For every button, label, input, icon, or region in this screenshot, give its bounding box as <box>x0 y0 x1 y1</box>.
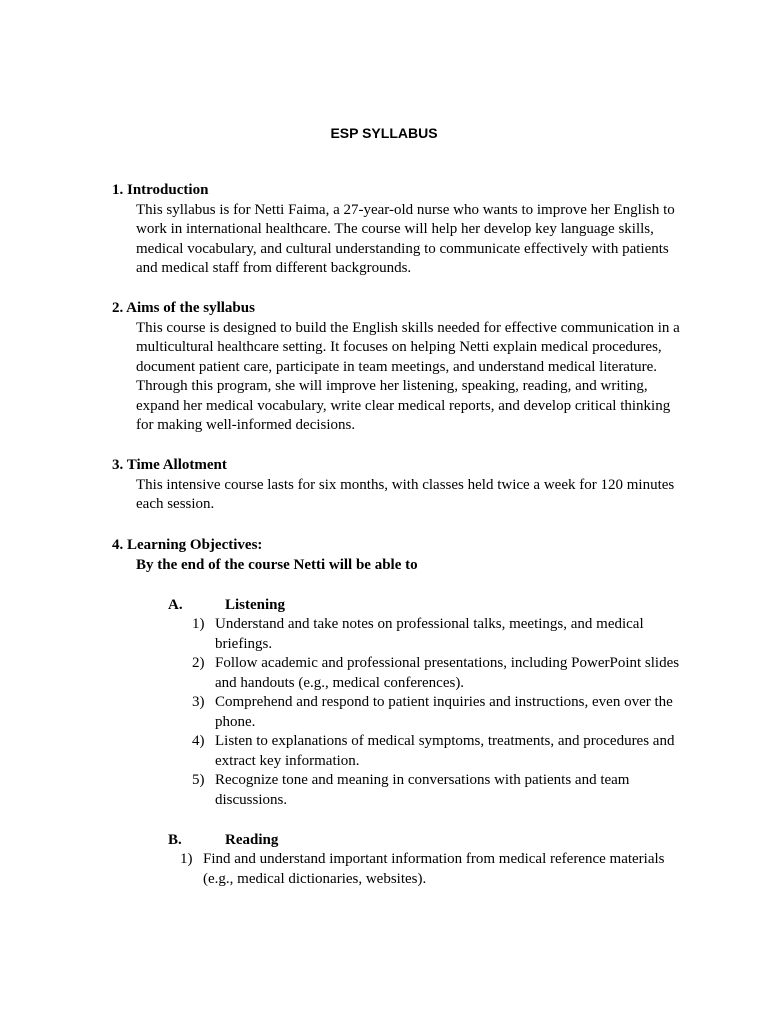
list-item <box>192 693 684 732</box>
subsection-title: Reading <box>225 832 279 848</box>
list-item-text: Understand and take notes on professional talks, meetings, and medical briefings. <box>215 616 644 652</box>
section-heading: 4. Learning Objectives: <box>112 537 263 553</box>
list-item <box>192 771 684 810</box>
subsection-title: Listening <box>225 597 286 613</box>
section-body: This syllabus is for Netti Faima, a 27-year-old nurse who wants to improve her English to work in international healthcare. The course will help her develop key language skills, medical vocabulary, and cultural understanding to communicate effectively with patients and medical staff from different backgrounds. <box>136 201 675 276</box>
objectives-intro: By the end of the course Netti will be able to <box>136 556 418 573</box>
subsection-listening-heading <box>168 596 285 616</box>
section-heading: 1. Introduction <box>112 182 209 198</box>
list-item-text: Follow academic and professional presentations, including PowerPoint slides and handouts (e.g., medical conferences). <box>215 655 680 691</box>
section-introduction <box>112 181 682 279</box>
list-item-number: 3) <box>192 694 205 710</box>
list-item <box>180 850 684 889</box>
list-item-text: Find and understand important information from medical reference materials (e.g., medical dictionaries, websites). <box>203 851 665 887</box>
list-item-number: 1) <box>180 851 193 867</box>
section-heading: 2. Aims of the syllabus <box>112 300 255 316</box>
list-item <box>192 615 684 654</box>
list-item-number: 2) <box>192 655 205 671</box>
subsection-reading-heading <box>168 831 278 851</box>
listening-objectives-list <box>192 615 684 810</box>
reading-objectives-list <box>180 850 684 889</box>
list-item-number: 4) <box>192 733 205 749</box>
document-title: ESP SYLLABUS <box>330 125 438 141</box>
section-time-allotment <box>112 456 682 515</box>
section-learning-objectives <box>112 536 682 575</box>
list-item-number: 5) <box>192 772 205 788</box>
subsection-letter: A. <box>168 597 183 613</box>
section-aims <box>112 299 682 436</box>
section-heading: 3. Time Allotment <box>112 457 227 473</box>
list-item <box>192 654 684 693</box>
list-item-text: Listen to explanations of medical symptoms, treatments, and procedures and extract key information. <box>215 733 675 769</box>
section-body: This intensive course lasts for six months, with classes held twice a week for 120 minutes each session. <box>136 476 675 512</box>
list-item <box>192 732 684 771</box>
list-item-number: 1) <box>192 616 205 632</box>
subsection-letter: B. <box>168 832 182 848</box>
section-body: This course is designed to build the English skills needed for effective communication in a multicultural healthcare setting. It focuses on helping Netti explain medical procedures, document patient care, participate in team meetings, and understand medical literature. Through this program, she will improve her listening, speaking, reading, and writing, expand her medical vocabulary, write clear medical reports, and develop critical thinking for making well-informed decisions. <box>136 319 680 433</box>
list-item-text: Recognize tone and meaning in conversations with patients and team discussions. <box>215 772 630 808</box>
list-item-text: Comprehend and respond to patient inquiries and instructions, even over the phone. <box>215 694 673 730</box>
